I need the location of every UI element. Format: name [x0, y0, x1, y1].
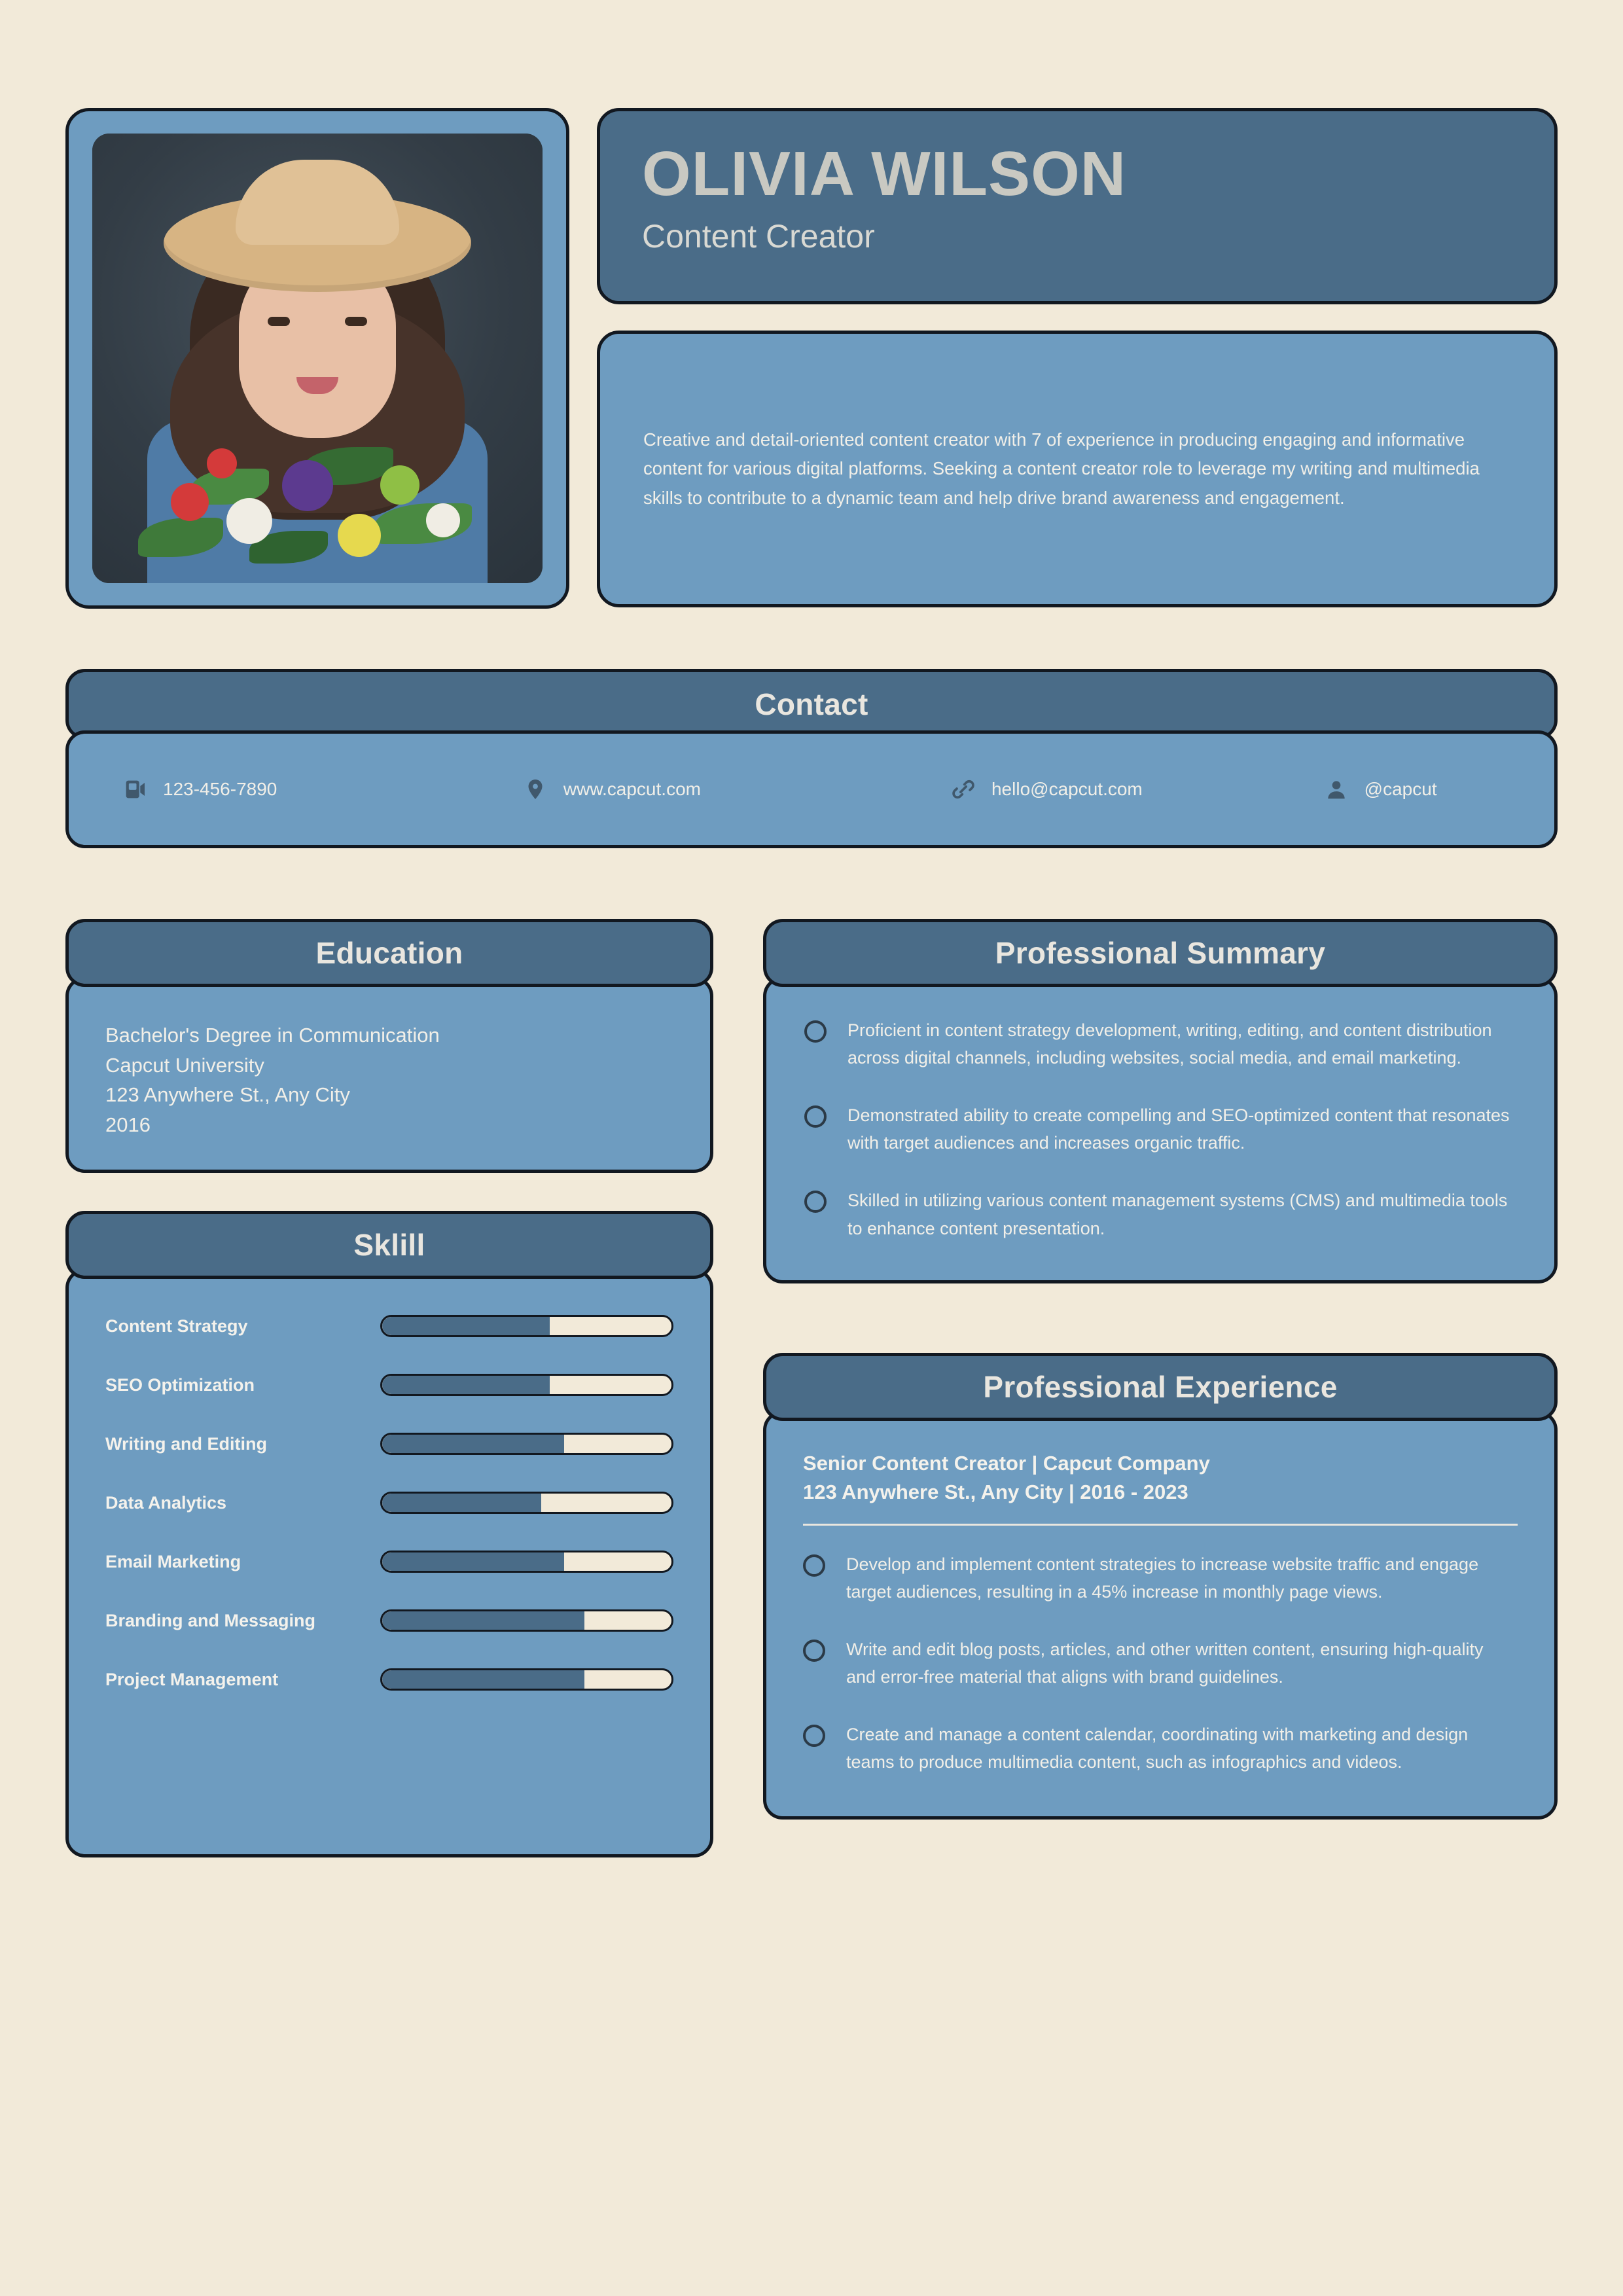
- education-title: Education: [315, 936, 463, 970]
- skill-row: [105, 1433, 673, 1455]
- professional-summary-body: [763, 977, 1558, 1283]
- skill-bar: [380, 1374, 673, 1396]
- profile-summary-text: Creative and detail-oriented content creator with 7 of experience in producing engaging and informative content for various digital platforms. Seeking a content creator role to leverage my writing and multimedia skills to contribute to a dynamic team and help drive brand awareness and engagement.: [643, 429, 1480, 508]
- education-line: 123 Anywhere St., Any City: [105, 1083, 350, 1107]
- skill-bar: [380, 1315, 673, 1337]
- profile-photo-card: [65, 108, 569, 609]
- skill-label: Data Analytics: [105, 1492, 227, 1513]
- professional-experience-title: Professional Experience: [983, 1369, 1338, 1404]
- contact-item-phone[interactable]: [121, 776, 522, 803]
- skill-row: [105, 1315, 673, 1337]
- skill-bar: [380, 1492, 673, 1514]
- skill-row: [105, 1668, 673, 1691]
- bullet-text: Create and manage a content calendar, coordinating with marketing and design teams to produce multimedia content, such as infographics and videos.: [846, 1725, 1469, 1772]
- skill-label: Writing and Editing: [105, 1433, 267, 1454]
- bullet-text: Demonstrated ability to create compelling and SEO-optimized content that resonates with target audiences and increases organic traffic.: [847, 1105, 1510, 1153]
- name-card: [597, 108, 1558, 304]
- skills-body: [65, 1268, 713, 1857]
- bullet-text: Proficient in content strategy development, writing, editing, and content distribution across digital channels, including websites, social media, and email marketing.: [847, 1020, 1492, 1068]
- list-item: [804, 1016, 1516, 1071]
- bullet-icon: [803, 1725, 825, 1747]
- skill-label: Email Marketing: [105, 1551, 241, 1571]
- education-line: 2016: [105, 1113, 151, 1136]
- skill-label: SEO Optimization: [105, 1374, 255, 1395]
- skill-label: Project Management: [105, 1669, 279, 1689]
- contact-header: [65, 669, 1558, 740]
- skill-row: [105, 1492, 673, 1514]
- list-item: [804, 1187, 1516, 1242]
- education-section: [65, 919, 713, 1173]
- experience-job-title: Senior Content Creator | Capcut Company: [803, 1451, 1210, 1475]
- skills-title: Sklill: [353, 1228, 425, 1262]
- skill-row: [105, 1374, 673, 1396]
- skill-bar: [380, 1433, 673, 1455]
- education-body: [65, 977, 713, 1173]
- list-item: [803, 1636, 1518, 1691]
- header-section: [65, 108, 1558, 609]
- contact-value-phone: 123-456-7890: [163, 779, 277, 799]
- bullet-icon: [803, 1554, 825, 1577]
- contact-section: [65, 669, 1558, 848]
- contact-value-website: www.capcut.com: [563, 779, 701, 799]
- contact-item-handle[interactable]: [1323, 776, 1502, 803]
- skill-label: Content Strategy: [105, 1316, 248, 1336]
- list-item: [803, 1721, 1518, 1776]
- skill-row: [105, 1609, 673, 1632]
- experience-job-meta: 123 Anywhere St., Any City | 2016 - 2023: [803, 1480, 1188, 1503]
- contact-value-handle: @capcut: [1364, 779, 1437, 799]
- bullet-text: Skilled in utilizing various content management systems (CMS) and multimedia tools to enhance content presentation.: [847, 1191, 1508, 1238]
- professional-experience-body: [763, 1410, 1558, 1820]
- profile-photo: [92, 134, 543, 583]
- skill-row: [105, 1551, 673, 1573]
- contact-value-email: hello@capcut.com: [991, 779, 1143, 799]
- skill-bar: [380, 1668, 673, 1691]
- list-item: [804, 1102, 1516, 1157]
- skill-label: Branding and Messaging: [105, 1610, 316, 1630]
- link-icon: [950, 776, 977, 803]
- bullet-icon: [804, 1105, 827, 1128]
- contact-body: [65, 730, 1558, 848]
- skills-section: [65, 1211, 713, 1857]
- professional-summary-header: [763, 919, 1558, 987]
- bullet-icon: [804, 1020, 827, 1043]
- phone-icon: [121, 776, 149, 803]
- bullet-icon: [804, 1191, 827, 1213]
- location-icon: [522, 776, 549, 803]
- education-line: Capcut University: [105, 1053, 264, 1077]
- bullet-icon: [803, 1640, 825, 1662]
- person-icon: [1323, 776, 1350, 803]
- bullet-text: Write and edit blog posts, articles, and other written content, ensuring high-quality and error-free material that aligns with brand guidelines.: [846, 1639, 1484, 1687]
- skill-bar: [380, 1551, 673, 1573]
- professional-summary-section: [763, 919, 1558, 1283]
- page-title: OLIVIA WILSON: [642, 139, 1127, 209]
- professional-experience-header: [763, 1353, 1558, 1421]
- skills-header: [65, 1211, 713, 1279]
- professional-summary-title: Professional Summary: [995, 936, 1326, 970]
- contact-item-email[interactable]: [950, 776, 1323, 803]
- profile-summary-card: [597, 331, 1558, 607]
- contact-title: Contact: [755, 687, 868, 721]
- list-item: [803, 1551, 1518, 1605]
- skill-bar: [380, 1609, 673, 1632]
- contact-item-website[interactable]: [522, 776, 950, 803]
- divider: [803, 1524, 1518, 1526]
- flowers-decoration: [92, 413, 543, 583]
- education-line: Bachelor's Degree in Communication: [105, 1024, 440, 1047]
- professional-experience-section: [763, 1353, 1558, 1820]
- bullet-text: Develop and implement content strategies to increase website traffic and engage target audiences, resulting in a 45% increase in monthly page views.: [846, 1554, 1479, 1602]
- education-header: [65, 919, 713, 987]
- job-role: Content Creator: [642, 217, 875, 255]
